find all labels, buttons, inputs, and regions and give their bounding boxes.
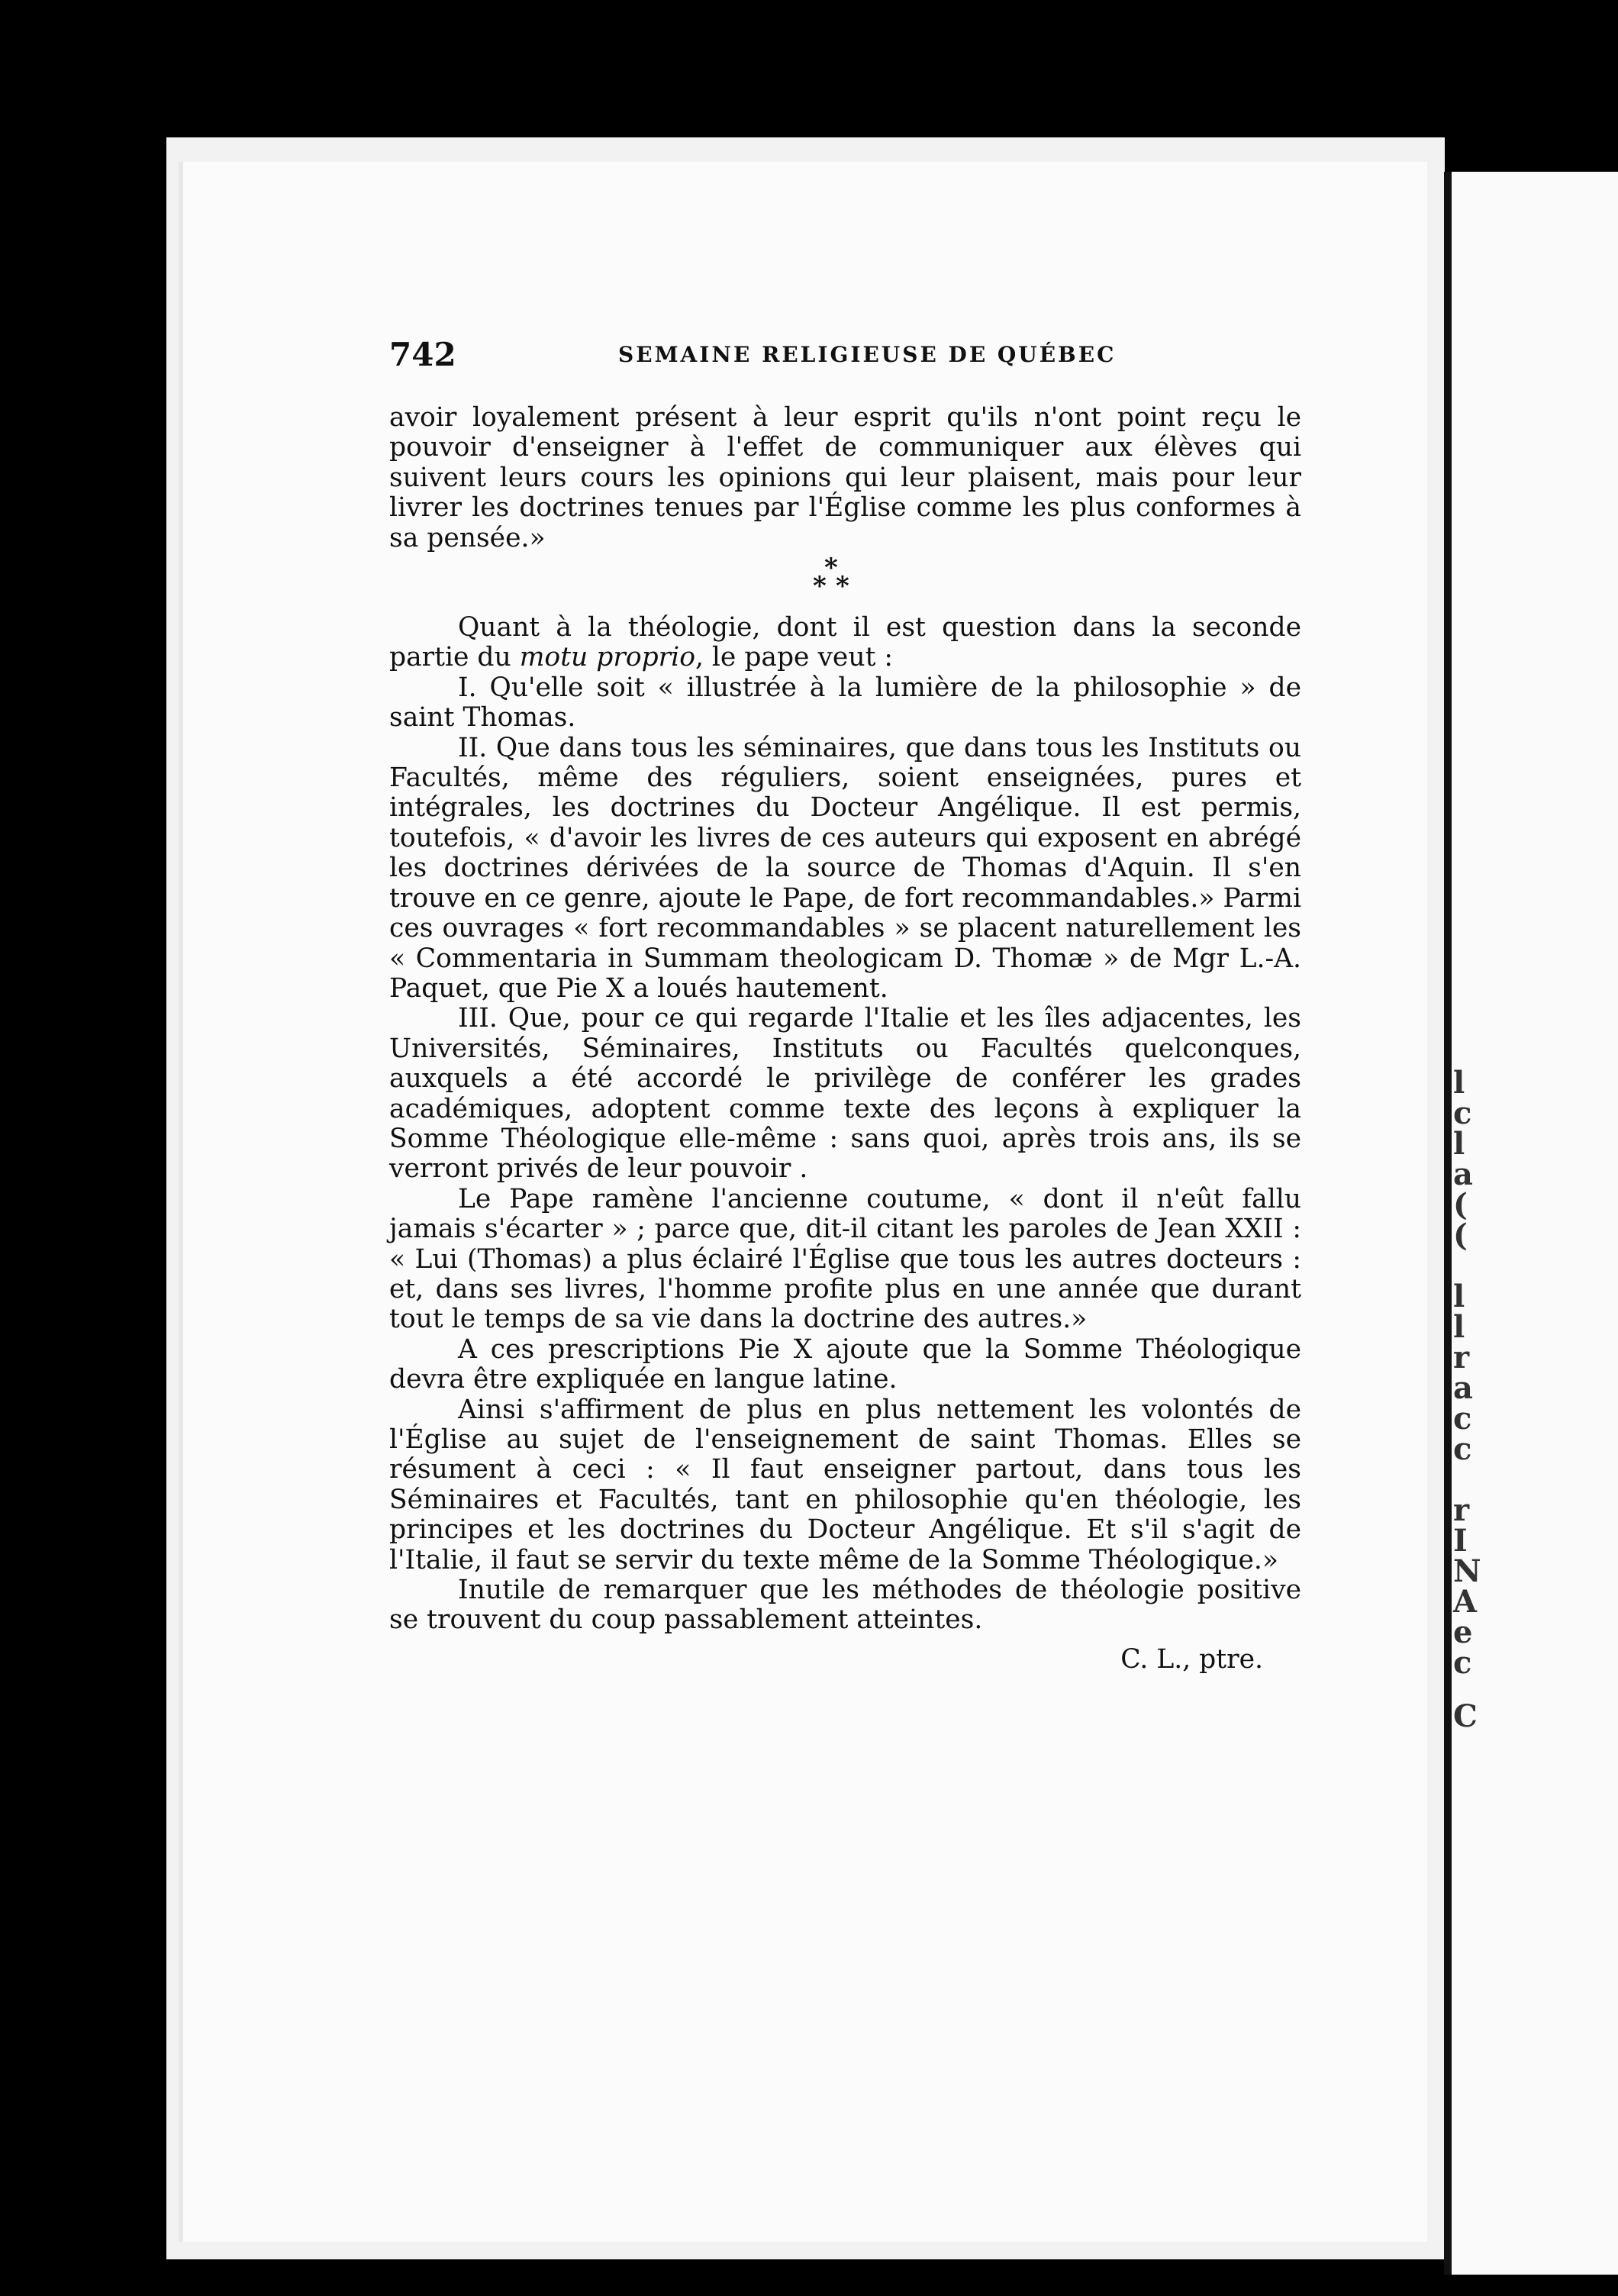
- facing-letter: l: [1453, 1065, 1465, 1101]
- text-run: , le pape veut :: [695, 642, 894, 673]
- facing-page: [1444, 172, 1618, 2275]
- paragraph: [389, 613, 1301, 673]
- facing-letter: a: [1453, 1370, 1473, 1406]
- running-head: SEMAINE RELIGIEUSE DE QUÉBEC: [618, 342, 1117, 367]
- page-header: [389, 336, 1297, 382]
- facing-letter: l: [1453, 1309, 1465, 1345]
- facing-letter: N: [1453, 1553, 1481, 1589]
- page-number: 742: [389, 336, 456, 373]
- paragraph: Le Pape ramène l'ancienne coutume, « dont il n'eût fallu jamais s'écarter » ; parce que, dit-il citant les paroles de Jean XXII : « Lui (Thomas) a plus éclairé l'Église que tous les autres docteurs : et, dans ses livres, l'homme profite plus en une année que durant tout le temps de sa vie dans la doctrine des autres.»: [389, 1183, 1301, 1335]
- paragraph: II. Que dans tous les séminaires, que dans tous les Instituts ou Facultés, même des réguliers, soient enseignées, pures et intégrales, les doctrines du Docteur Angélique. Il est permis, toutefois, « d'avoir les livres de ces auteurs qui exposent en abrégé les doctrines dérivées de la source de Thomas d'Aquin. Il s'en trouve en ce genre, ajoute le Pape, de fort recommandables.» Parmi ces ouvrages « fort recommandables » se placent naturellement les « Commentaria in Summam theologicam D. Thomæ » de Mgr L.-A. Paquet, que Pie X a loués hautement.: [389, 732, 1301, 1004]
- facing-letter: (: [1453, 1217, 1468, 1253]
- facing-letter: l: [1453, 1279, 1465, 1314]
- facing-letter: r: [1453, 1492, 1470, 1528]
- facing-letter: r: [1453, 1340, 1470, 1375]
- facing-letter: e: [1453, 1614, 1473, 1650]
- asterism: [389, 553, 1301, 613]
- text-run: Quant à la théologie, dont il est question dans la seconde partie du: [389, 612, 1301, 673]
- facing-letter: a: [1453, 1156, 1473, 1192]
- asterism-star: *: [836, 571, 849, 602]
- facing-letter: A: [1453, 1584, 1478, 1620]
- signature: C. L., ptre.: [1120, 1643, 1263, 1675]
- facing-letter: c: [1453, 1095, 1472, 1131]
- facing-letter: I: [1453, 1523, 1468, 1559]
- asterism-star: *: [824, 553, 838, 584]
- paragraph: A ces prescriptions Pie X ajoute que la Somme Théologique devra être expliquée en langue latine.: [389, 1333, 1301, 1395]
- article-body: [389, 403, 1301, 1675]
- facing-letter: l: [1453, 1126, 1465, 1162]
- facing-letter: (: [1453, 1187, 1468, 1223]
- facing-letter: c: [1453, 1431, 1472, 1467]
- facing-letter: C: [1453, 1698, 1478, 1734]
- paragraph: III. Que, pour ce qui regarde l'Italie et les îles adjacentes, les Universités, Séminaires, Instituts ou Facultés quelconques, auxquels a été accordé le privilège de conférer les grades académiques, adoptent comme texte des leçons à expliquer la Somme Théologique elle-même : sans quoi, après trois ans, ils se verront privés de leur pouvoir .: [389, 1003, 1301, 1185]
- italic-term: motu proprio: [519, 642, 695, 673]
- facing-letter: c: [1453, 1401, 1472, 1437]
- paragraph: I. Qu'elle soit « illustrée à la lumière de la philosophie » de saint Thomas.: [389, 672, 1301, 734]
- paragraph: avoir loyalement présent à leur esprit qu'ils n'ont point reçu le pouvoir d'enseigner à l'effet de communiquer aux élèves qui suivent leurs cours les opinions qui leur plaisent, mais pour leur livrer les doctrines tenues par l'Église comme les plus conformes à sa pensée.»: [389, 402, 1301, 553]
- facing-letter: c: [1453, 1645, 1472, 1681]
- paragraph: Inutile de remarquer que les méthodes de théologie positive se trouvent du coup passablement atteintes.: [389, 1575, 1301, 1636]
- asterism-star: *: [813, 571, 827, 602]
- paragraph: Ainsi s'affirment de plus en plus nettement les volontés de l'Église au sujet de l'enseignement de saint Thomas. Elles se résument à ceci : « Il faut enseigner partout, dans tous les Séminaires et Facultés, tant en philosophie qu'en théologie, les principes et les doctrines du Docteur Angélique. Et s'il s'agit de l'Italie, il faut se servir du texte même de la Somme Théologique.»: [389, 1394, 1301, 1575]
